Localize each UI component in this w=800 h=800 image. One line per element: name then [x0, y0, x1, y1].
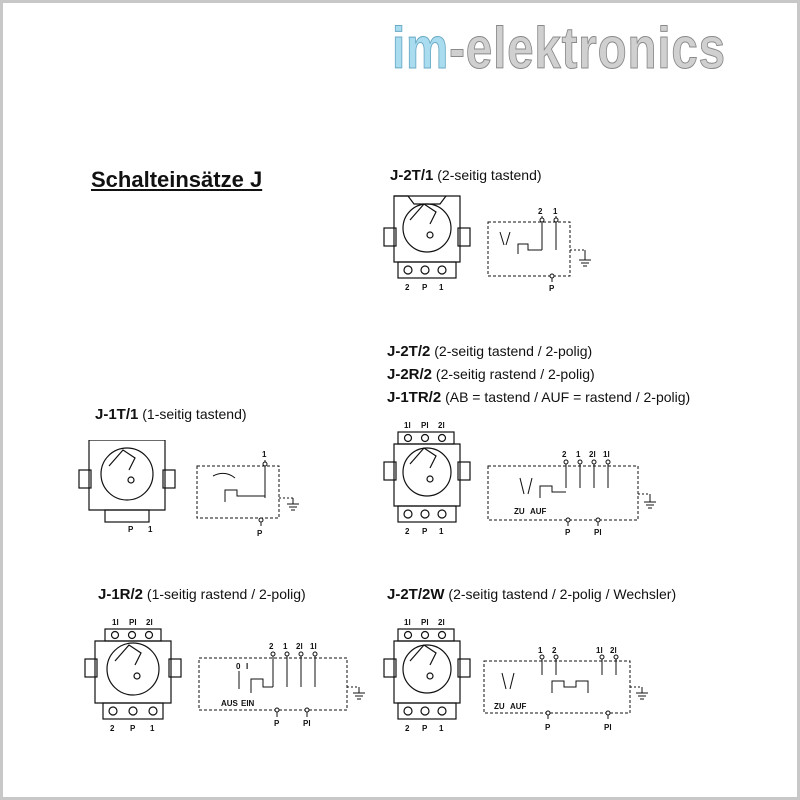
svg-text:1: 1 — [538, 646, 543, 655]
p-label: P — [565, 528, 571, 537]
svg-text:1: 1 — [148, 525, 153, 534]
item-title-j-1r-2: J-1R/2 (1-seitig rastend / 2-polig) — [98, 586, 306, 603]
circuit-schematic — [488, 460, 656, 526]
item-title-j-2t-2: J-2T/2 (2-seitig tastend / 2-polig) — [387, 343, 593, 360]
zu-label: ZU — [514, 507, 525, 516]
p-label: P — [274, 719, 280, 728]
circuit-schematic — [197, 460, 299, 526]
svg-text:1l: 1l — [603, 450, 610, 459]
page-title: Schalteinsätze J — [91, 167, 263, 192]
pl-label: Pl — [303, 719, 311, 728]
svg-text:2l: 2l — [610, 646, 617, 655]
bottom-terminal-labels — [405, 283, 444, 292]
pl-label: Pl — [604, 723, 612, 732]
svg-text:2l: 2l — [589, 450, 596, 459]
svg-text:1l: 1l — [310, 642, 317, 651]
item-title-j-2t-1: J-2T/1 (2-seitig tastend) — [390, 167, 542, 184]
svg-text:1: 1 — [150, 724, 155, 733]
svg-text:P: P — [422, 724, 428, 733]
diagram-j-1r-2 — [75, 615, 375, 735]
svg-text:2l: 2l — [438, 421, 445, 430]
auf-label: AUF — [510, 702, 527, 711]
item-title-j-1tr-2: J-1TR/2 (AB = tastend / AUF = rastend / 2-polig) — [387, 389, 691, 406]
svg-text:Pl: Pl — [421, 421, 429, 430]
svg-text:P: P — [422, 527, 428, 536]
zu-label: ZU — [494, 702, 505, 711]
svg-text:1l: 1l — [596, 646, 603, 655]
svg-text:2: 2 — [110, 724, 115, 733]
one-label: I — [246, 662, 249, 671]
svg-text:P: P — [130, 724, 136, 733]
company-logo: im-elektronics — [392, 16, 726, 81]
circuit-schematic — [488, 216, 591, 282]
terminal-labels — [269, 642, 317, 651]
switch-insert-drawing — [384, 196, 470, 278]
pl-label: Pl — [594, 528, 602, 537]
bottom-terminal-labels — [405, 527, 444, 536]
top-terminal-label: 1 — [262, 450, 267, 459]
bottom-terminal-labels — [405, 724, 444, 733]
item-title-j-1t-1: J-1T/1 (1-seitig tastend) — [95, 406, 247, 423]
auf-label: AUF — [530, 507, 547, 516]
top-terminal-labels — [404, 618, 445, 627]
svg-text:Pl: Pl — [421, 618, 429, 627]
svg-text:1l: 1l — [404, 618, 411, 627]
svg-text:P: P — [128, 525, 134, 534]
svg-text:2: 2 — [405, 283, 410, 292]
item-title-j-2t-2w: J-2T/2W (2-seitig tastend / 2-polig / Wechsler) — [387, 586, 677, 603]
svg-text:2l: 2l — [146, 618, 153, 627]
svg-text:2: 2 — [269, 642, 274, 651]
svg-text:1: 1 — [283, 642, 288, 651]
svg-text:P: P — [422, 283, 428, 292]
bottom-terminal-labels — [128, 525, 153, 534]
ein-label: EIN — [241, 699, 255, 708]
svg-text:1: 1 — [439, 283, 444, 292]
circuit-schematic — [484, 655, 648, 719]
diagram-j-2t-2 — [380, 418, 660, 538]
svg-text:2: 2 — [552, 646, 557, 655]
svg-text:2: 2 — [562, 450, 567, 459]
svg-text:1l: 1l — [112, 618, 119, 627]
svg-text:2: 2 — [405, 527, 410, 536]
zero-label: 0 — [236, 662, 241, 671]
svg-text:2: 2 — [405, 724, 410, 733]
svg-text:Pl: Pl — [129, 618, 137, 627]
terminal-labels — [562, 450, 610, 459]
p-label: P — [549, 284, 555, 293]
switch-insert-drawing — [79, 440, 175, 522]
svg-text:1: 1 — [553, 207, 558, 216]
svg-text:2l: 2l — [438, 618, 445, 627]
bottom-terminal-labels — [110, 724, 155, 733]
diagram-j-2t-2w — [380, 615, 660, 735]
switch-insert-drawing — [384, 629, 470, 719]
p-label: P — [257, 529, 263, 538]
svg-text:1l: 1l — [404, 421, 411, 430]
diagram-j-2t-1 — [380, 190, 600, 295]
svg-text:2l: 2l — [296, 642, 303, 651]
p-label: P — [545, 723, 551, 732]
svg-text:1: 1 — [576, 450, 581, 459]
aus-label: AUS — [221, 699, 238, 708]
top-terminal-labels — [112, 618, 153, 627]
svg-text:1: 1 — [439, 527, 444, 536]
top-terminal-labels — [538, 207, 558, 216]
switch-insert-drawing — [384, 432, 470, 522]
svg-text:2: 2 — [538, 207, 543, 216]
svg-text:1: 1 — [439, 724, 444, 733]
item-title-j-2r-2: J-2R/2 (2-seitig rastend / 2-polig) — [387, 366, 595, 383]
diagram-j-1t-1 — [75, 440, 315, 540]
terminal-labels — [538, 646, 617, 655]
top-terminal-labels — [404, 421, 445, 430]
switch-insert-drawing — [85, 629, 181, 719]
